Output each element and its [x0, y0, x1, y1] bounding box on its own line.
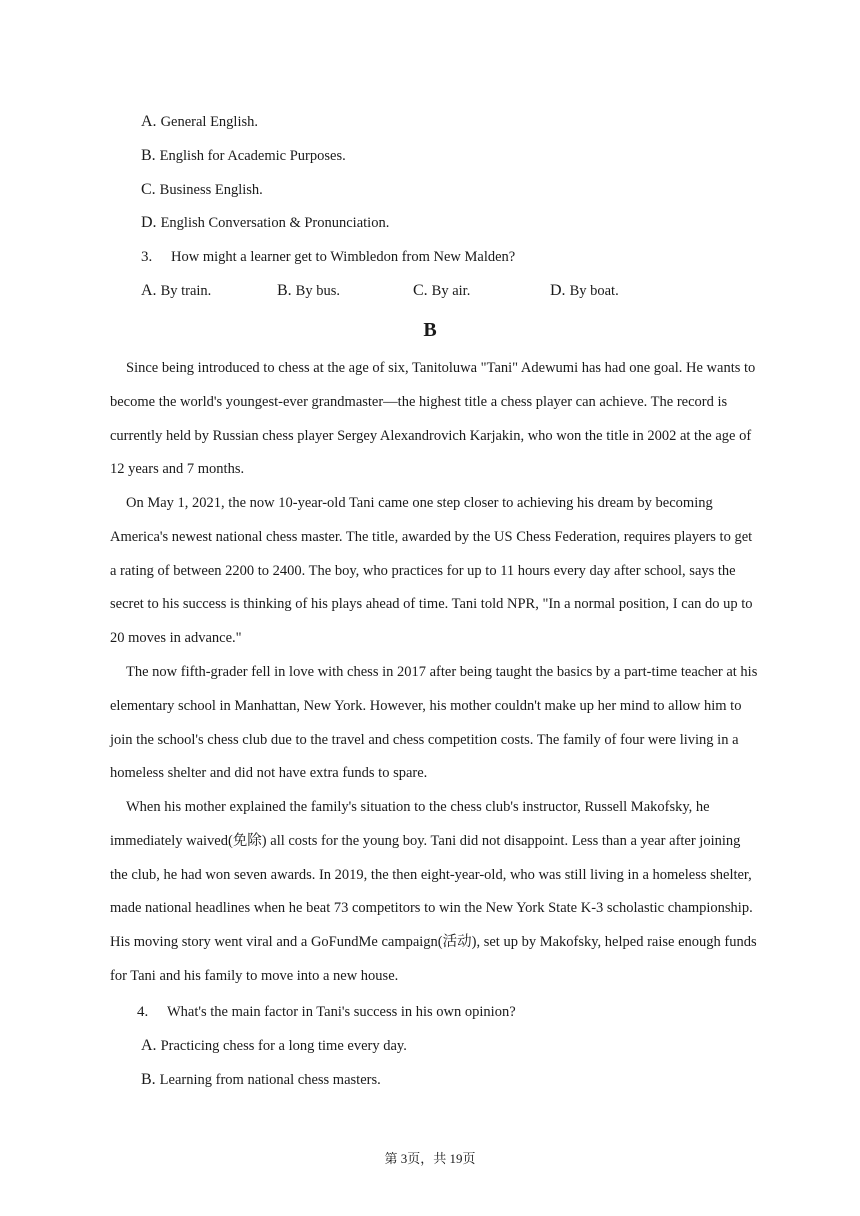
option-text: By bus.: [295, 283, 340, 299]
q3-option-a: [141, 281, 211, 301]
paragraph-text: When his mother explained the family's situation to the chess club's instructor, Russell Makofsky, he immediately waived(免除) all costs for the young boy. Tani did not disappoint. Less than a year after joining the club, he had won seven awards. In 2019, the then eight-year-old, who was still living in a homeless shelter, made national headlines when he beat 73 competitors to win the New York State K-3 scholastic championship. His moving story went viral and a GoFundMe campaign(活动), set up by Makofsky, helped raise enough funds for Tani and his family to move into a new house.: [110, 799, 757, 984]
paragraph-text: Since being introduced to chess at the age of six, Tanitoluwa "Tani" Adewumi has had one goal. He wants to become the world's youngest-ever grandmaster—the highest title a chess player can achieve. The record is currently held by Russian chess player Sergey Alexandrovich Karjakin, who won the title in 2002 at the age of 12 years and 7 months.: [110, 360, 756, 478]
option-text: By boat.: [569, 283, 619, 299]
option-letter: A.: [141, 113, 157, 130]
option-text: By air.: [431, 283, 471, 299]
option-text: Learning from national chess masters.: [159, 1072, 381, 1088]
option-text: English for Academic Purposes.: [159, 148, 346, 164]
section-heading: B: [423, 319, 437, 341]
passage-paragraph-1: [110, 352, 760, 487]
option-text: English Conversation & Pronunciation.: [160, 215, 390, 231]
option-c: [141, 180, 263, 200]
paragraph-text: The now fifth-grader fell in love with chess in 2017 after being taught the basics by a part-time teacher at his elementary school in Manhattan, New York. However, his mother couldn't make up her mind to allow him to join the school's chess club due to the travel and chess competition costs. The family of four were living in a homeless shelter and did not have extra funds to spare.: [110, 664, 758, 782]
question-text: What's the main factor in Tani's success in his own opinion?: [167, 1004, 516, 1020]
q4-option-a: [141, 1036, 407, 1056]
passage-paragraph-3: [110, 656, 760, 791]
option-letter: B.: [277, 282, 292, 299]
option-text: By train.: [160, 283, 212, 299]
option-letter: D.: [550, 282, 566, 299]
option-letter: C.: [141, 181, 156, 198]
option-letter: D.: [141, 214, 157, 231]
q3-option-d: [550, 281, 619, 301]
passage-paragraph-4: [110, 791, 760, 994]
option-letter: B.: [141, 1071, 156, 1088]
question-3: [141, 247, 515, 267]
option-letter: B.: [141, 147, 156, 164]
paragraph-text: On May 1, 2021, the now 10-year-old Tani came one step closer to achieving his dream by becoming America's newest national chess master. The title, awarded by the US Chess Federation, requires players to get a rating of between 2200 to 2400. The boy, who practices for up to 11 hours every day after school, says the secret to his success is thinking of his plays ahead of time. Tani told NPR, "In a normal position, I can do up to 20 moves in advance.": [110, 495, 753, 647]
q3-option-c: [413, 281, 470, 301]
question-text: How might a learner get to Wimbledon from New Malden?: [171, 249, 516, 265]
question-number: 3.: [141, 249, 153, 265]
passage-paragraph-2: [110, 487, 760, 656]
option-letter: A.: [141, 282, 157, 299]
option-letter: A.: [141, 1037, 157, 1054]
option-d: [141, 213, 389, 233]
option-text: Business English.: [159, 182, 263, 198]
option-a: [141, 112, 258, 132]
page-footer: 第 3页，共 19页: [384, 1151, 476, 1166]
option-text: General English.: [160, 114, 259, 130]
option-letter: C.: [413, 282, 428, 299]
question-4: [137, 1002, 516, 1022]
q4-option-b: [141, 1070, 381, 1090]
q3-option-b: [277, 281, 340, 301]
option-text: Practicing chess for a long time every day.: [160, 1038, 407, 1054]
question-number: 4.: [137, 1004, 149, 1020]
option-b: [141, 146, 346, 166]
